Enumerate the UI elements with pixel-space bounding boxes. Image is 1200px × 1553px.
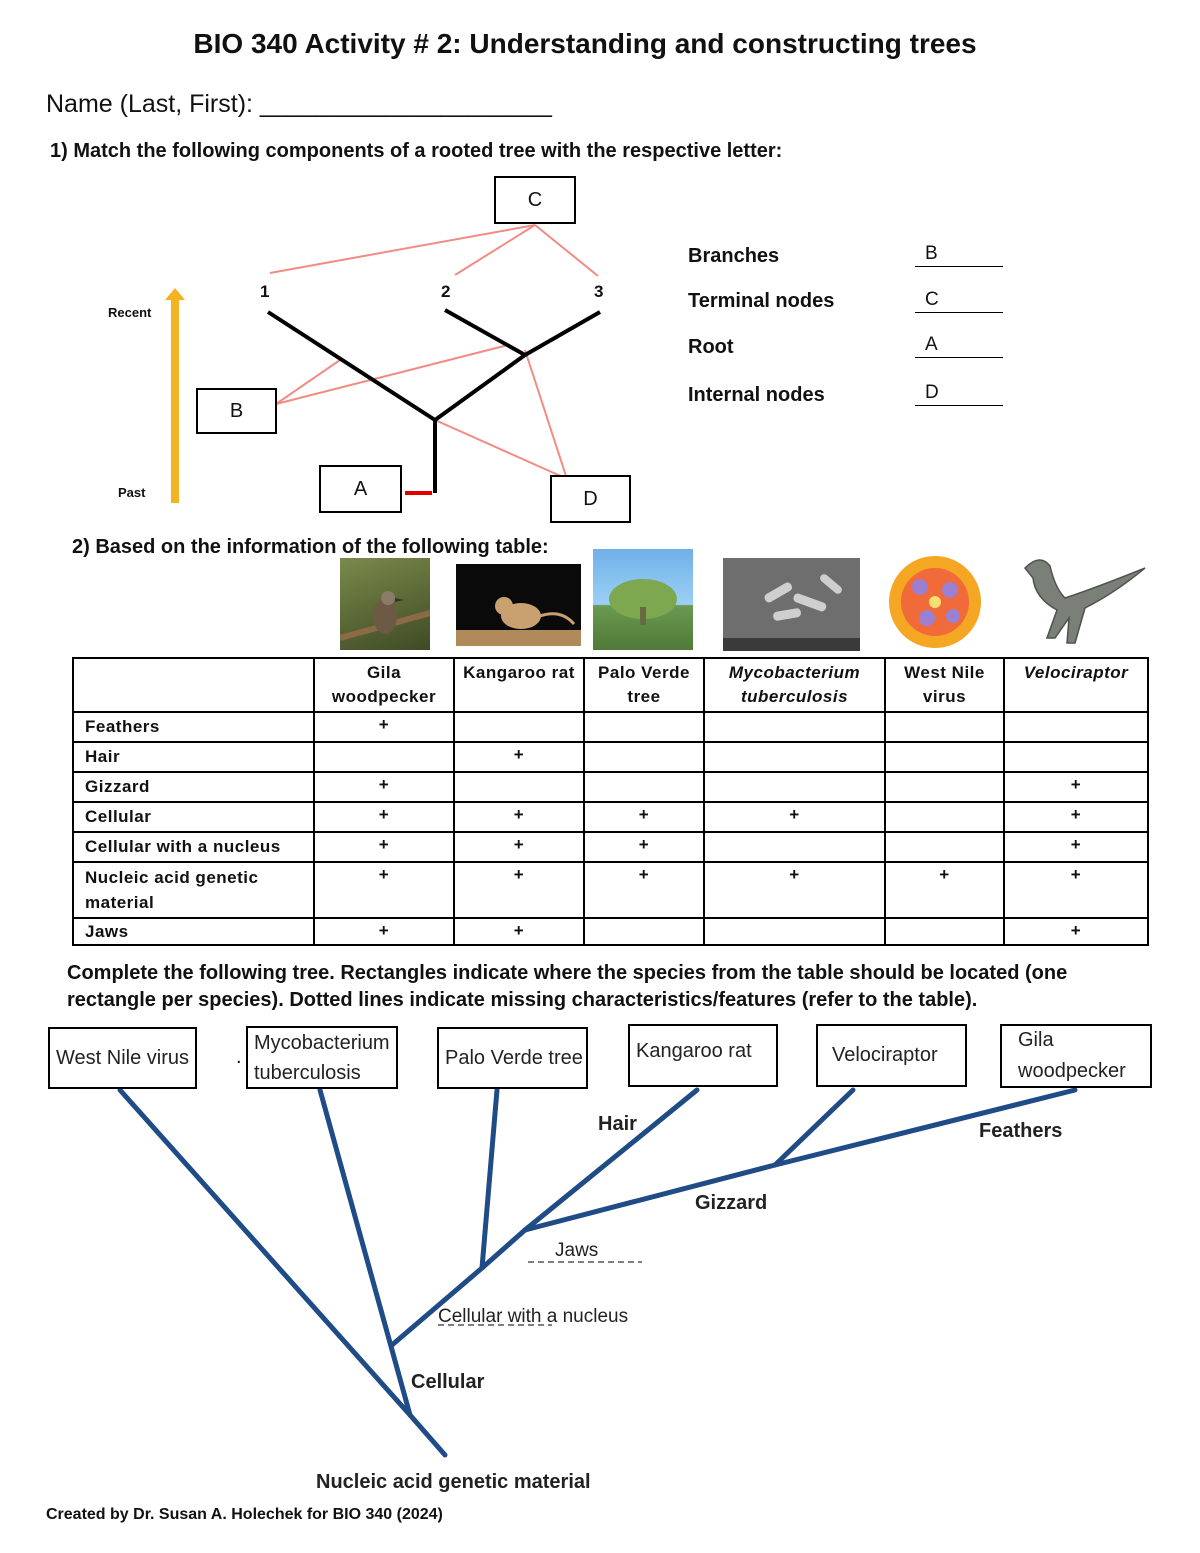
table-cell: +: [314, 862, 454, 918]
row-label: Jaws: [73, 918, 314, 945]
footer-credit: Created by Dr. Susan A. Holechek for BIO 340 (2024): [46, 1506, 443, 1523]
row-label: Nucleic acid genetic material: [73, 862, 314, 918]
species-label: Palo Verde tree: [445, 1046, 583, 1069]
table-cell: +: [454, 918, 584, 945]
table-cell: +: [1004, 802, 1148, 832]
table-cell: +: [704, 862, 885, 918]
row-label: Feathers: [73, 712, 314, 742]
table-cell: +: [454, 862, 584, 918]
table-cell: +: [314, 918, 454, 945]
table-cell: +: [1004, 772, 1148, 802]
feature-jaws: Jaws: [555, 1240, 599, 1261]
table-cell: +: [314, 772, 454, 802]
row-label: Cellular: [73, 802, 314, 832]
feature-hair: Hair: [598, 1113, 637, 1135]
species-label: Kangaroo rat: [636, 1040, 752, 1062]
letter-c: C: [527, 188, 543, 211]
table-cell: +: [454, 832, 584, 862]
species-label: Mycobacterium tuberculosis: [254, 1031, 390, 1084]
species-label: West Nile virus: [56, 1046, 189, 1069]
table-cell: +: [584, 862, 704, 918]
feature-gizzard: Gizzard: [695, 1192, 768, 1214]
table-cell: +: [1004, 918, 1148, 945]
species-label: Gila woodpecker: [1018, 1029, 1126, 1082]
name-field-line[interactable]: Name (Last, First): _____________________: [46, 90, 552, 118]
row-label: Gizzard: [73, 772, 314, 802]
recent-label: Recent: [108, 305, 152, 320]
row-label: Hair: [73, 742, 314, 772]
answer-terminal-nodes[interactable]: C: [915, 289, 1003, 313]
table-cell: +: [314, 712, 454, 742]
page-title: BIO 340 Activity # 2: Understanding and constructing trees: [193, 28, 977, 59]
species-box-palo-verde-tree[interactable]: [437, 1027, 588, 1089]
term-terminal-nodes: Terminal nodes: [688, 290, 835, 312]
species-box-gila-woodpecker[interactable]: [1000, 1024, 1152, 1088]
table-cell: +: [885, 862, 1004, 918]
feature-root: Nucleic acid genetic material: [316, 1471, 591, 1493]
q1-prompt: 1) Match the following components of a rooted tree with the respective letter:: [50, 140, 783, 162]
table-cell: +: [454, 742, 584, 772]
table-cell: +: [314, 802, 454, 832]
q3-prompt: Complete the following tree. Rectangles indicate where the species from the table should be located (one rectangle per species). Dotted lines indicate missing characteristics/features (refer to the table).: [67, 962, 1068, 1011]
feature-nucleus: Cellular with a nucleus: [438, 1306, 629, 1327]
table-cell: +: [1004, 832, 1148, 862]
tip-label-3: 3: [594, 282, 604, 301]
table-cell: +: [704, 802, 885, 832]
species-tree-branches: [120, 1090, 1075, 1455]
table-cell: +: [584, 832, 704, 862]
column-header: Palo Verde tree: [584, 658, 704, 712]
feature-feathers: Feathers: [979, 1120, 1063, 1142]
table-cell: +: [454, 802, 584, 832]
answer-branches[interactable]: B: [915, 243, 1003, 267]
species-box-mycobacterium[interactable]: [246, 1026, 398, 1089]
answer-root[interactable]: A: [915, 334, 1003, 358]
stray-dot: .: [236, 1046, 242, 1068]
species-box-west-nile-virus[interactable]: [48, 1027, 197, 1089]
table-cell: +: [584, 802, 704, 832]
column-header: Velociraptor: [1004, 658, 1148, 712]
species-label: Velociraptor: [832, 1044, 938, 1066]
tip-label-1: 1: [260, 282, 270, 301]
column-header: Mycobacterium tuberculosis: [704, 658, 885, 712]
past-label: Past: [118, 485, 146, 500]
species-box-velociraptor[interactable]: [816, 1024, 967, 1087]
column-header: Gila woodpecker: [314, 658, 454, 712]
species-box-kangaroo-rat[interactable]: [628, 1024, 778, 1087]
q2-prompt: 2) Based on the information of the following table:: [72, 536, 549, 558]
feature-cellular: Cellular: [411, 1371, 485, 1393]
term-root: Root: [688, 336, 734, 358]
letter-b: B: [229, 399, 244, 422]
answer-internal-nodes[interactable]: D: [915, 382, 1003, 406]
term-internal-nodes: Internal nodes: [688, 384, 825, 406]
column-header: Kangaroo rat: [454, 658, 584, 712]
tip-label-2: 2: [441, 282, 451, 301]
letter-a: A: [353, 477, 368, 500]
row-label: Cellular with a nucleus: [73, 832, 314, 862]
letter-d: D: [583, 487, 598, 510]
column-header: West Nile virus: [885, 658, 1004, 712]
table-cell: +: [1004, 862, 1148, 918]
term-branches: Branches: [688, 245, 780, 267]
table-cell: +: [314, 832, 454, 862]
